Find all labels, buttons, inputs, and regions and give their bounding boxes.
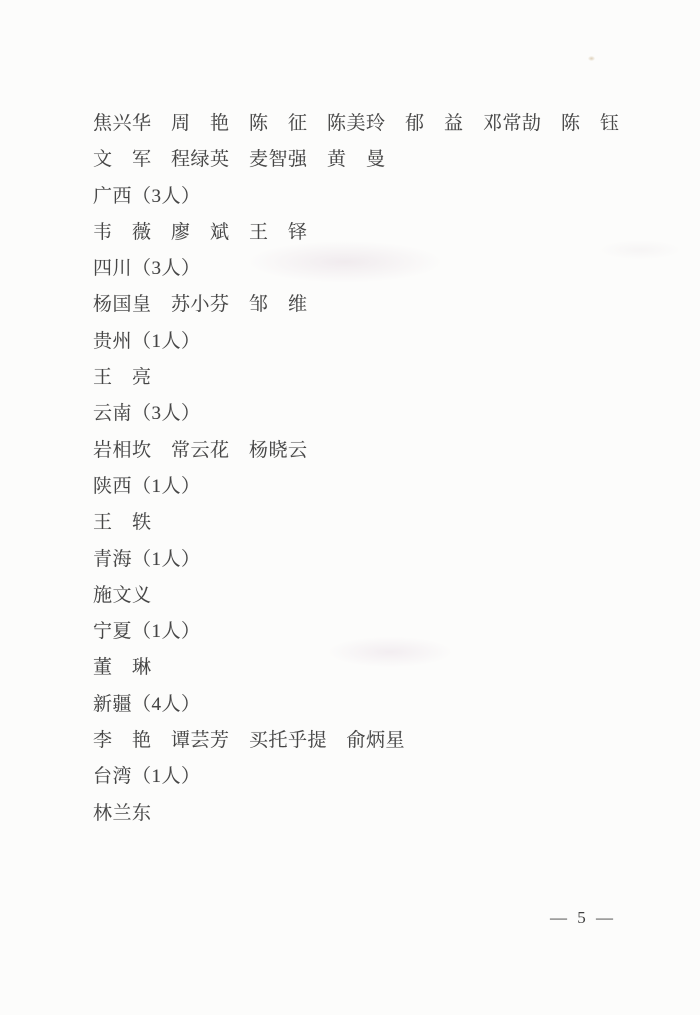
province-header-xinjiang: 新疆（4人） [93, 693, 201, 715]
name-line: 文 军 程绿英 麦智强 黄 曼 [93, 149, 386, 171]
name-line: 杨国皇 苏小芬 邹 维 [93, 294, 308, 316]
name-line: 施文义 [93, 584, 152, 606]
document-body [93, 106, 668, 832]
province-header-guizhou: 贵州（1人） [93, 330, 201, 352]
scan-speck [588, 56, 595, 61]
province-header-yunnan: 云南（3人） [93, 403, 201, 425]
name-line: 董 琳 [93, 657, 152, 679]
name-line: 林兰东 [93, 802, 152, 824]
name-line: 李 艳 谭芸芳 买托乎提 俞炳星 [93, 730, 406, 752]
name-line: 岩相坎 常云花 杨晓云 [93, 439, 308, 461]
name-line: 王 轶 [93, 512, 152, 534]
province-header-sichuan: 四川（3人） [93, 258, 201, 280]
name-line: 韦 薇 廖 斌 王 铎 [93, 221, 308, 243]
province-header-taiwan: 台湾（1人） [93, 766, 201, 788]
province-header-qinghai: 青海（1人） [93, 548, 201, 570]
province-header-guangxi: 广西（3人） [93, 185, 201, 207]
province-header-shaanxi: 陕西（1人） [93, 475, 201, 497]
name-line: 王 亮 [93, 367, 152, 389]
page-number: — 5 — [550, 908, 616, 927]
name-line: 焦兴华 周 艳 陈 征 陈美玲 郁 益 邓常劼 陈 钰 [93, 113, 620, 134]
province-header-ningxia: 宁夏（1人） [93, 621, 201, 643]
